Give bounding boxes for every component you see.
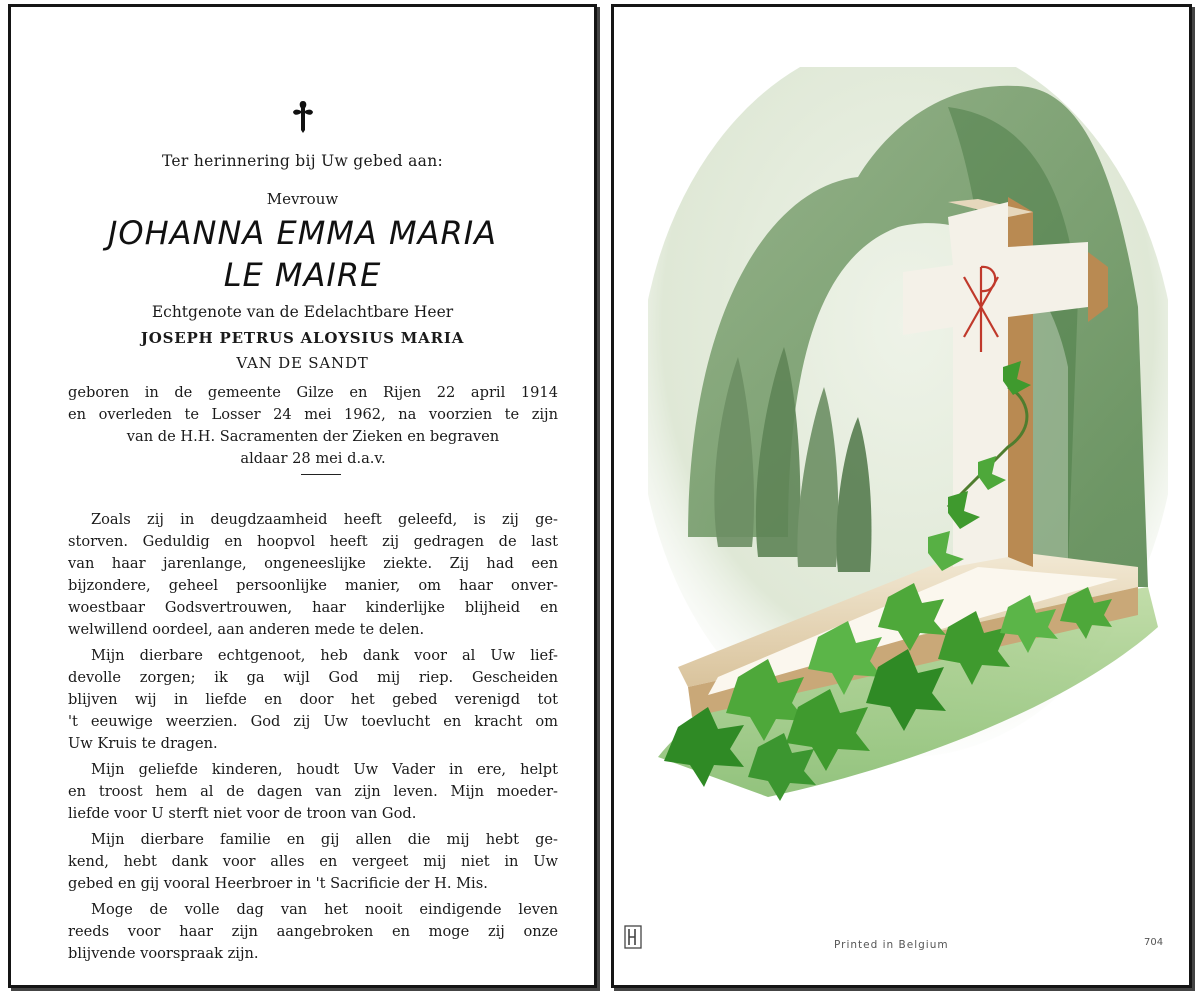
paragraph-line: liefde voor U sterft niet voor de troon van God. [68, 805, 417, 822]
paragraph-line: storven. Geduldig en hoopvol heeft zij gedragen de last [68, 533, 558, 550]
deceased-name-line2: LE MAIRE [223, 256, 382, 294]
divider [301, 474, 341, 475]
memorial-text-card [8, 4, 597, 988]
deceased-name-line1: JOHANNA EMMA MARIA [107, 214, 498, 252]
paragraph-line: kend, hebt dank voor alles en vergeet mij niet in Uw [68, 853, 558, 870]
biography-line: aldaar 28 mei d.a.v. [240, 450, 386, 467]
paragraph-line: blijvende voorspraak zijn. [68, 945, 259, 962]
paragraph-line: 't eeuwige weerzien. God zij Uw toevlucht en kracht om [68, 713, 558, 730]
honorific: Mevrouw [266, 190, 339, 208]
paragraph-line: welwillend oordeel, aan anderen mede te delen. [68, 621, 425, 638]
spouse-name-line2: VAN DE SANDT [236, 354, 369, 372]
intro-text: Ter herinnering bij Uw gebed aan: [162, 152, 443, 170]
paragraph-line: Uw Kruis te dragen. [68, 735, 218, 752]
illustration-card [611, 4, 1192, 988]
paragraph-line: Moge de volle dag van het nooit eindigende leven [91, 901, 558, 918]
cross-icon [11, 100, 594, 138]
biography-line: geboren in de gemeente Gilze en Rijen 22 april 1914 [68, 384, 558, 401]
grave-cross-illustration [648, 67, 1168, 827]
paragraph-line: Mijn geliefde kinderen, houdt Uw Vader in ere, helpt [91, 761, 558, 778]
biography-line: en overleden te Losser 24 mei 1962, na voorzien te zijn [68, 406, 558, 423]
paragraph-line: Mijn dierbare echtgenoot, heb dank voor al Uw lief- [91, 647, 558, 664]
spouse-name-line1: JOSEPH PETRUS ALOYSIUS MARIA [140, 329, 465, 347]
paragraph-line: en troost hem al de dagen van zijn leven. Mijn moeder- [68, 783, 558, 800]
paragraph-line: van haar jarenlange, ongeneeslijke ziekte. Zij had een [68, 555, 558, 572]
paragraph-line: reeds voor haar zijn aangebroken en moge zij onze [68, 923, 558, 940]
card-number: 704 [1144, 937, 1164, 948]
paragraph-line: Mijn dierbare familie en gij allen die mij hebt ge- [91, 831, 558, 848]
paragraph-line: gebed en gij vooral Heerbroer in 't Sacrificie der H. Mis. [68, 875, 488, 892]
publisher-logo-icon [624, 925, 642, 949]
paragraph-line: blijven wij in liefde en door het gebed verenigd tot [68, 691, 558, 708]
paragraph-line: bijzondere, geheel persoonlijke manier, om haar onver- [68, 577, 558, 594]
paragraph-line: devolle zorgen; ik ga wijl God mij riep. Gescheiden [68, 669, 558, 686]
spouse-title: Echtgenote van de Edelachtbare Heer [151, 303, 454, 321]
biography-line: van de H.H. Sacramenten der Zieken en begraven [126, 428, 500, 445]
paragraph-line: Zoals zij in deugdzaamheid heeft geleefd, is zij ge- [91, 511, 558, 528]
printed-in-text: Printed in Belgium [834, 939, 949, 951]
paragraph-line: woestbaar Godsvertrouwen, haar kinderlijke blijheid en [68, 599, 558, 616]
